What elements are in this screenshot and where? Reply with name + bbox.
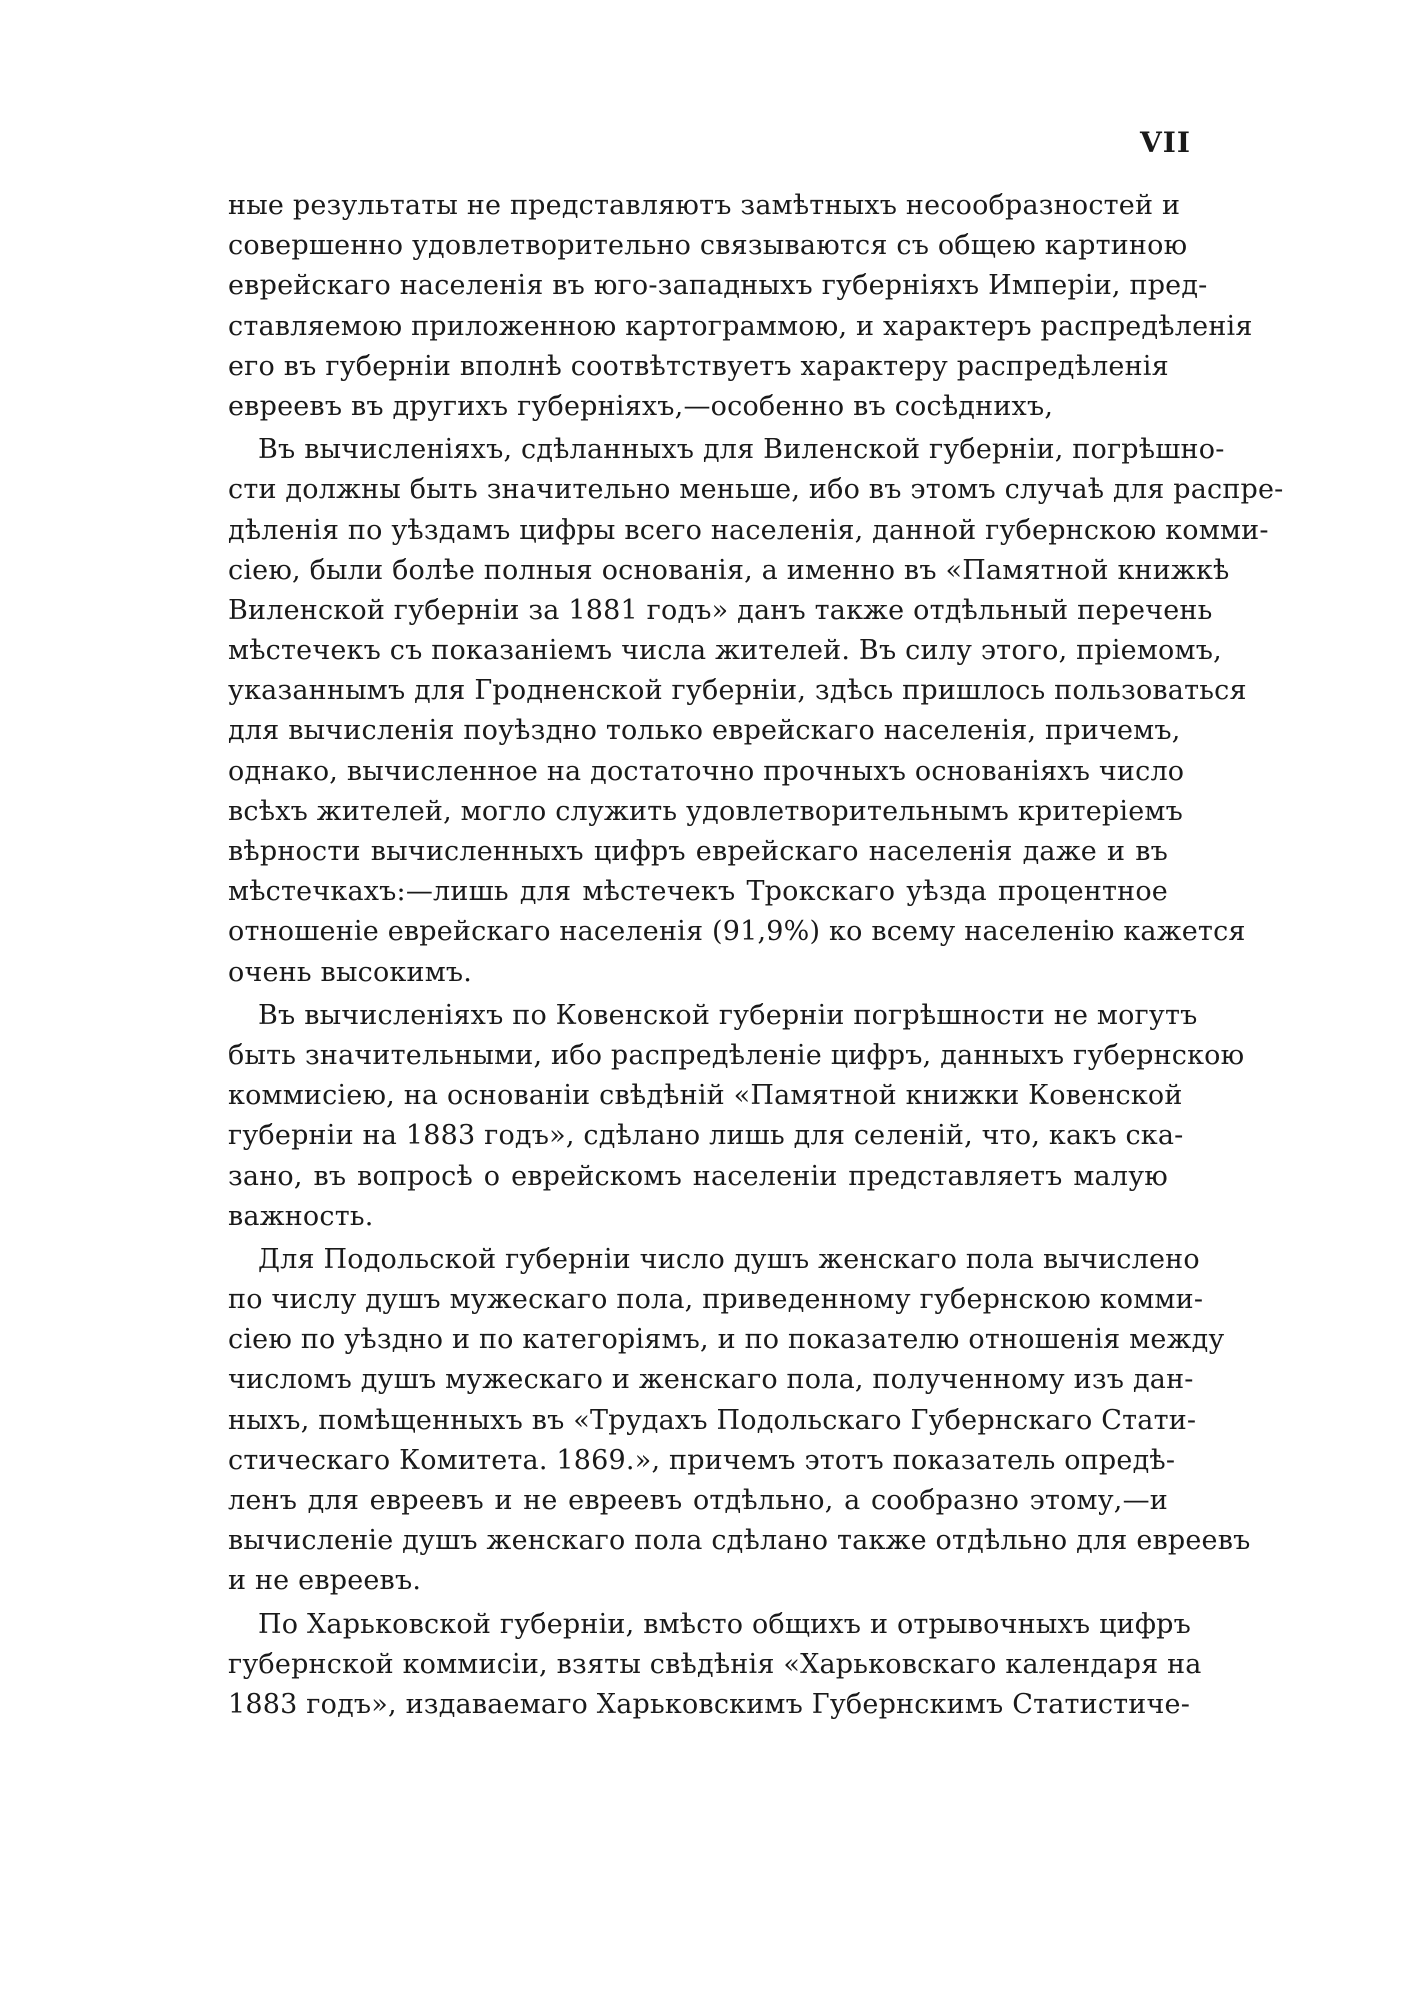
text-line: ныхъ, помѣщенныхъ въ «Трудахъ Подольскаго Губернскаго Стати- <box>228 1404 1197 1436</box>
text-line: зано, въ вопросѣ о еврейскомъ населеніи представляетъ малую <box>228 1160 1168 1192</box>
text-line: указаннымъ для Гродненской губерніи, здѣсь пришлось пользоваться <box>228 675 1247 707</box>
text-line: для вычисленія поуѣздно только еврейскаго населенія, причемъ, <box>228 715 1181 747</box>
text-line: быть значительными, ибо распредѣленіе цифръ, данныхъ губернскою <box>228 1039 1245 1071</box>
text-line: Въ вычисленіяхъ, сдѣланныхъ для Виленской губерніи, погрѣшно- <box>258 434 1225 466</box>
text-line: и не евреевъ. <box>228 1565 422 1597</box>
text-line: губернской коммисіи, взяты свѣдѣнія «Харьковскаго календаря на <box>228 1648 1202 1680</box>
text-line: отношеніе еврейскаго населенія (91,9%) ко всему населенію кажется <box>228 916 1246 948</box>
text-line: Виленской губерніи за 1881 годъ» данъ также отдѣльный перечень <box>228 594 1213 626</box>
text-line: сти должны быть значительно меньше, ибо въ этомъ случаѣ для распре- <box>228 474 1284 506</box>
text-line: вѣрности вычисленныхъ цифръ еврейскаго населенія даже и въ <box>228 836 1168 867</box>
paragraph <box>228 1240 1251 1602</box>
text-line: важность. <box>228 1200 374 1232</box>
text-line: по числу душъ мужескаго пола, приведенному губернскою комми- <box>228 1284 1204 1316</box>
text-line: сіею, были болѣе полныя основанія, а именно въ «Памятной книжкѣ <box>228 554 1230 586</box>
text-line: всѣхъ жителей, могло служить удовлетворительнымъ критеріемъ <box>228 795 1183 827</box>
text-line: мѣстечекъ съ показаніемъ числа жителей. Въ силу этого, пріемомъ, <box>228 635 1222 667</box>
text-line: губерніи на 1883 годъ», сдѣлано лишь для селеній, что, какъ ска- <box>228 1120 1184 1152</box>
text-line: евреевъ въ другихъ губерніяхъ,—особенно въ сосѣднихъ, <box>228 390 1054 422</box>
text-line: стическаго Комитета. 1869.», причемъ этотъ показатель опредѣ- <box>228 1444 1176 1476</box>
text-line: По Харьковской губерніи, вмѣсто общихъ и отрывочныхъ цифръ <box>258 1608 1192 1640</box>
text-line: числомъ душъ мужескаго и женскаго пола, полученному изъ дан- <box>228 1364 1194 1396</box>
text-line: 1883 годъ», издаваемаго Харьковскимъ Губернскимъ Статистиче- <box>228 1688 1191 1720</box>
text-line: Для Подольской губерніи число душъ женскаго пола вычислено <box>258 1243 1200 1275</box>
text-line: дѣленія по уѣздамъ цифры всего населенія, данной губернскою комми- <box>228 514 1269 546</box>
text-line: ленъ для евреевъ и не евреевъ отдѣльно, а сообразно этому,—и <box>228 1485 1168 1516</box>
text-line: ставляемою приложенною картограммою, и характеръ распредѣленія <box>228 310 1253 342</box>
text-line: Въ вычисленіяхъ по Ковенской губерніи погрѣшности не могутъ <box>258 999 1198 1031</box>
text-line: совершенно удовлетворительно связываются съ общею картиною <box>228 230 1188 262</box>
paragraph <box>228 430 1284 993</box>
paragraph <box>228 996 1245 1237</box>
body-text <box>228 186 1284 1725</box>
text-line: сіею по уѣздно и по категоріямъ, и по показателю отношенія между <box>228 1324 1225 1356</box>
paragraph <box>228 186 1253 427</box>
text-line: однако, вычисленное на достаточно прочныхъ основаніяхъ число <box>228 755 1185 787</box>
paragraph <box>228 1605 1202 1726</box>
text-line: еврейскаго населенія въ юго-западныхъ губерніяхъ Имперіи, пред- <box>228 270 1208 302</box>
text-line: мѣстечкахъ:—лишь для мѣстечекъ Трокскаго уѣзда процентное <box>228 876 1168 908</box>
text-line: вычисленіе душъ женскаго пола сдѣлано также отдѣльно для евреевъ <box>228 1525 1251 1557</box>
text-line: очень высокимъ. <box>228 956 473 988</box>
text-line: коммисіею, на основаніи свѣдѣній «Памятной книжки Ковенской <box>228 1080 1183 1112</box>
text-line: ные результаты не представляютъ замѣтныхъ несообразностей и <box>228 190 1181 221</box>
text-line: его въ губерніи вполнѣ соотвѣтствуетъ характеру распредѣленія <box>228 350 1169 382</box>
page-number: VII <box>1140 126 1191 159</box>
